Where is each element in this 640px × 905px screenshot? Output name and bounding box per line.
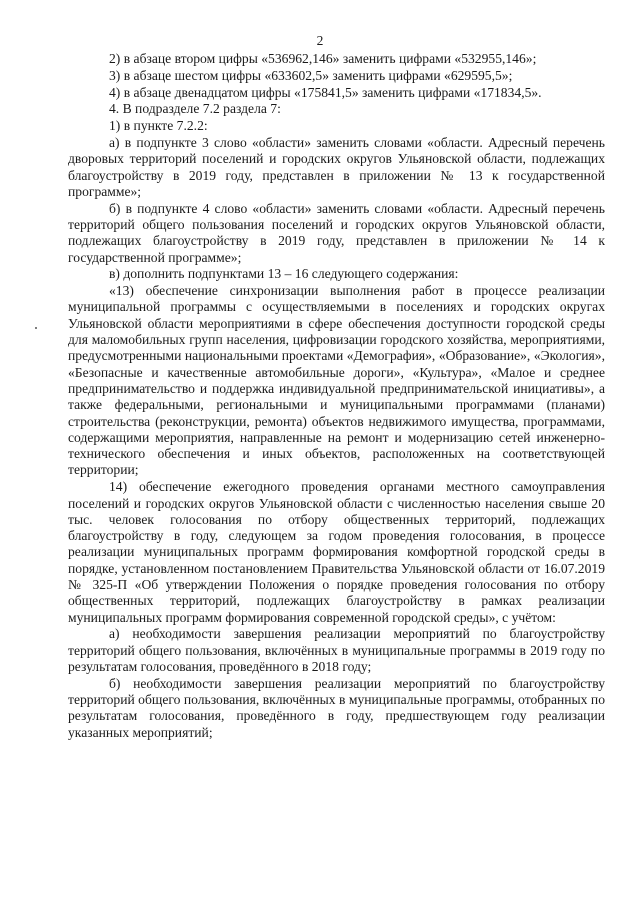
paragraph-point-1: 1) в пункте 7.2.2: — [109, 118, 208, 134]
section-heading-4: 4. В подразделе 7.2 раздела 7: — [109, 101, 281, 117]
paragraph-subpoint-13: «13) обеспечение синхронизации выполнения работ в процессе реализации муниципальной программы с осуществляемыми в поселениях и городских округах Ульяновской области мероприятиями в сфере обеспечения доступности городской среды для маломобильных групп населения, цифровизации городского хозяйства, мероприятиями, предусмотренными национальными проектами «Демография», «Образование», «Экология», «Безопасные и качественные автомобильные дороги», «Культура», «Малое и среднее предпринимательство и поддержка индивидуальной предпринимательской инициативы», а также федеральными, региональными и муниципальными программами (планами) строительства (реконструкции, ремонта) объектов недвижимого имущества, программами, содержащими мероприятия, направленные на ремонт и модернизацию сетей инженерно-технического обеспечения и иных объектов, расположенных на соответствующей территории; — [68, 283, 605, 478]
paragraph-subpoint-14: 14) обеспечение ежегодного проведения органами местного самоуправления поселений и городских округов Ульяновской области с численностью населения свыше 20 тыс. человек голосования по отбору общественных территорий, подлежащих благоустройству в году, следующем за годом проведения голосования, в процессе реализации муниципальных программ формирования комфортной городской среды в порядке, установленном постановлением Правительства Ульяновской области от 16.07.2019 № 325-П «Об утверждении Положения о порядке проведения голосования по отбору общественных территорий, подлежащих благоустройству в рамках реализации муниципальных программ формирования современной городской среды», с учётом: — [68, 479, 605, 625]
paragraph-14-item-b: б) необходимости завершения реализации мероприятий по благоустройству территорий общего пользования, включённых в муниципальные программы, отобранных по результатам голосования, проведённого в году, предшествующем году реализации указанных мероприятий; — [68, 675, 605, 740]
paragraph-item-4: 4) в абзаце двенадцатом цифры «175841,5» заменить цифрами «171834,5». — [109, 84, 542, 100]
paragraph-subpoint-a: а) в подпункте 3 слово «области» заменить словами «области. Адресный перечень дворовых территорий поселений и городских округов Ульяновской области, подлежащих благоустройству в 2019 году, представлен в приложении № 13 к государственной программе»; — [68, 134, 605, 199]
paragraph-14-item-a: а) необходимости завершения реализации мероприятий по благоустройству территорий общего пользования, включённых в муниципальные программы в 2019 году по результатам голосования, проведённого в 2018 году; — [68, 626, 605, 674]
page-number: 2 — [316, 33, 324, 48]
paragraph-item-2: 2) в абзаце втором цифры «536962,146» заменить цифрами «532955,146»; — [109, 51, 537, 66]
paragraph-subpoint-v: в) дополнить подпунктами 13 – 16 следующего содержания: — [109, 266, 459, 282]
paragraph-item-3: 3) в абзаце шестом цифры «633602,5» заменить цифрами «629595,5»; — [109, 67, 513, 83]
paragraph-subpoint-b: б) в подпункте 4 слово «области» заменить словами «области. Адресный перечень территорий общего пользования поселений и городских округов Ульяновской области, подлежащих благоустройству в 2019 году, представлен в приложении № 14 к государственной программе»; — [68, 200, 605, 265]
document-body — [68, 51, 605, 741]
scan-artifact-dot — [35, 327, 37, 329]
